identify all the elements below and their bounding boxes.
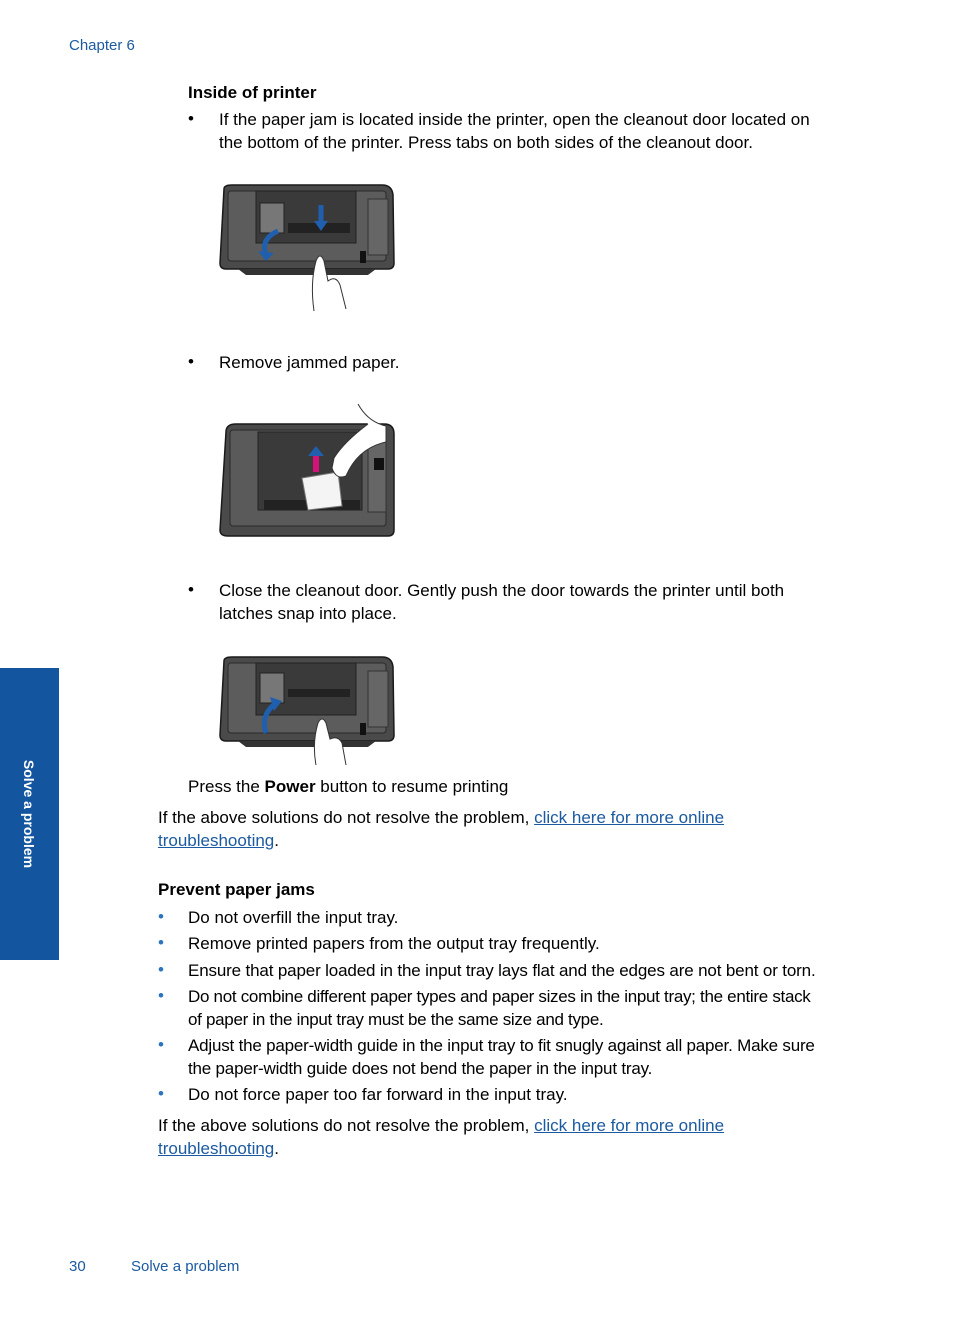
section-heading-inside-printer: Inside of printer	[188, 83, 317, 102]
help-text-1	[158, 806, 724, 852]
tip-1	[188, 906, 398, 929]
step-3-text	[219, 579, 784, 625]
tip-3-line-1: Ensure that paper loaded in the input tray lays flat and the edges are not bent or torn.	[188, 961, 816, 980]
help-1-end: .	[274, 831, 279, 850]
tip-4	[188, 985, 811, 1031]
tip-6-line-1: Do not force paper too far forward in the input tray.	[188, 1085, 568, 1104]
help-2-end: .	[274, 1139, 279, 1158]
step-2-line-1: Remove jammed paper.	[219, 353, 400, 372]
tip-5-line-2: the paper-width guide does not bend the paper in the input tray.	[188, 1059, 653, 1078]
online-troubleshooting-link-1-line-1[interactable]: click here for more online	[534, 808, 725, 827]
bullet-marker: •	[158, 907, 164, 926]
step-1-text	[219, 108, 810, 154]
online-troubleshooting-link-1-line-2[interactable]: troubleshooting	[158, 831, 275, 850]
step-3-line-1: Close the cleanout door. Gently push the door towards the printer until both	[219, 581, 785, 600]
tip-2	[188, 932, 600, 955]
tip-3	[188, 959, 816, 982]
side-tab	[0, 668, 59, 960]
help-2-lead: If the above solutions do not resolve the problem,	[158, 1116, 535, 1135]
printer-open-door-illustration	[218, 183, 396, 313]
page-number: 30	[69, 1258, 86, 1275]
bullet-marker: •	[188, 580, 194, 599]
tip-5	[188, 1034, 815, 1080]
tip-6	[188, 1083, 568, 1106]
bullet-marker: •	[158, 1035, 164, 1054]
bullet-marker: •	[188, 109, 194, 128]
printer-close-door-illustration	[218, 655, 396, 767]
tip-4-line-2: of paper in the input tray must be the same size and type.	[188, 1010, 604, 1029]
step-1-line-1: If the paper jam is located inside the printer, open the cleanout door located on	[219, 110, 810, 129]
remove-jammed-paper-illustration	[218, 402, 398, 542]
power-instruction	[188, 775, 508, 798]
tip-1-line-1: Do not overfill the input tray.	[188, 908, 399, 927]
chapter-label: Chapter 6	[69, 37, 135, 54]
tip-2-line-1: Remove printed papers from the output tray frequently.	[188, 934, 600, 953]
bullet-marker: •	[158, 1084, 164, 1103]
power-after: button to resume printing	[315, 777, 509, 796]
bullet-marker: •	[158, 986, 164, 1005]
step-1-line-2: the bottom of the printer. Press tabs on both sides of the cleanout door.	[219, 133, 753, 152]
footer-section-title: Solve a problem	[131, 1258, 240, 1275]
power-button-name: Power	[264, 777, 316, 796]
help-text-2	[158, 1114, 724, 1160]
bullet-marker: •	[188, 352, 194, 371]
bullet-marker: •	[158, 933, 164, 952]
step-3-line-2: latches snap into place.	[219, 604, 397, 623]
tip-5-line-1: Adjust the paper-width guide in the input tray to fit snugly against all paper. Make sure	[188, 1036, 815, 1055]
power-before: Press the	[188, 777, 265, 796]
help-1-lead: If the above solutions do not resolve the problem,	[158, 808, 535, 827]
online-troubleshooting-link-2-line-1[interactable]: click here for more online	[534, 1116, 725, 1135]
section-heading-prevent-jams: Prevent paper jams	[158, 880, 315, 899]
side-tab-label: Solve a problem	[21, 759, 37, 869]
bullet-marker: •	[158, 960, 164, 979]
tip-4-line-1: Do not combine different paper types and paper sizes in the input tray; the entire stack	[188, 987, 811, 1006]
step-2-text	[219, 351, 399, 374]
online-troubleshooting-link-2-line-2[interactable]: troubleshooting	[158, 1139, 275, 1158]
